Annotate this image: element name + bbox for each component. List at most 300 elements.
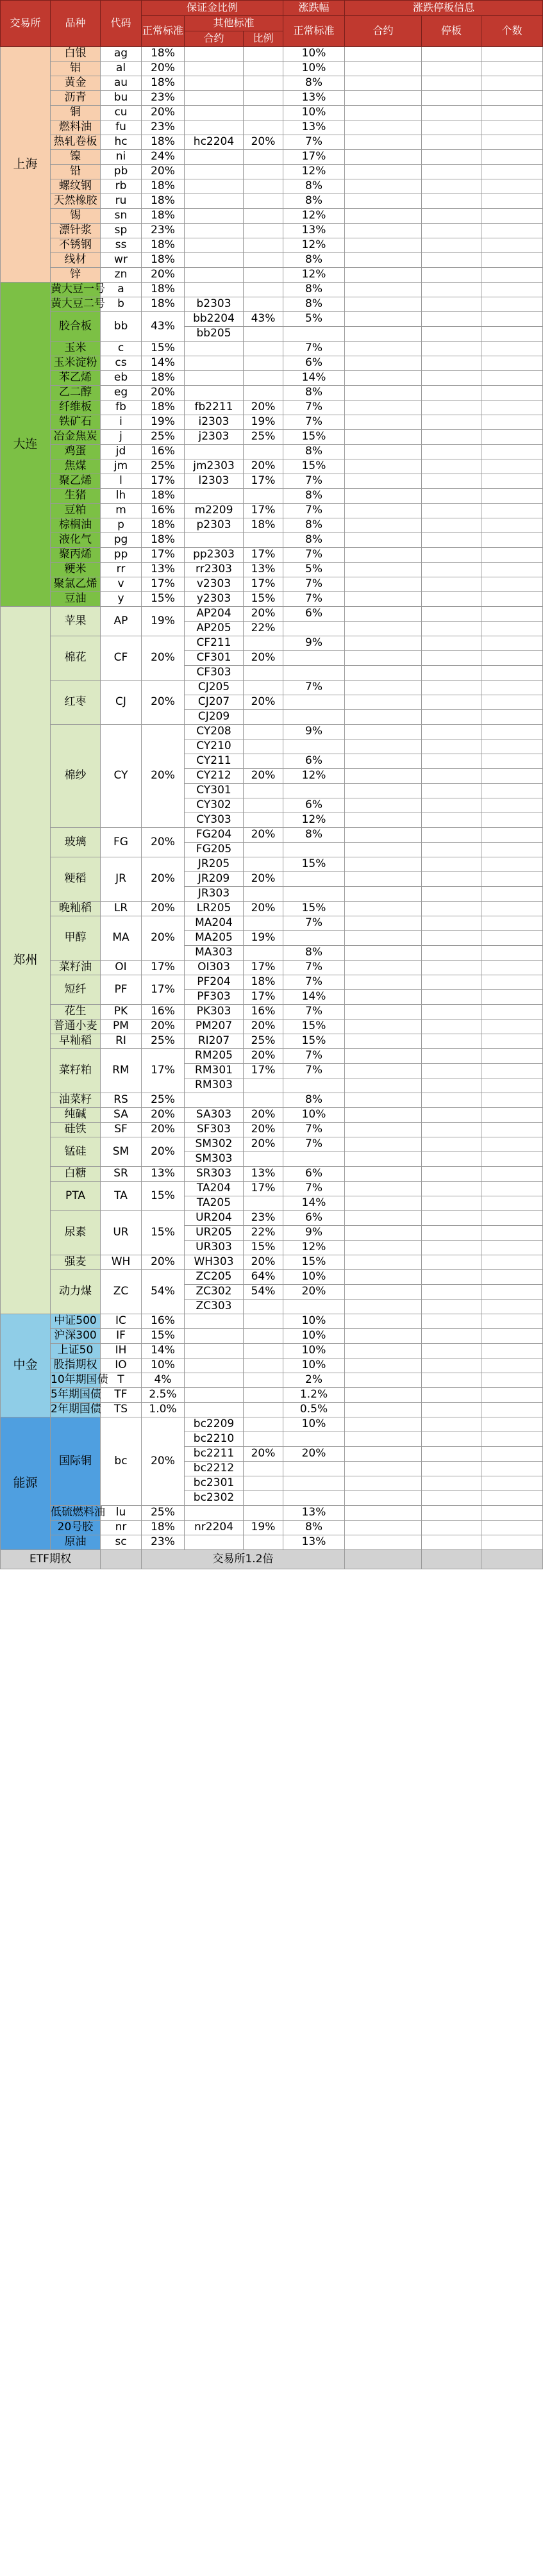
product-name: 锰硅: [51, 1137, 101, 1167]
product-code: SF: [101, 1123, 142, 1137]
limit-other: [283, 931, 345, 946]
stop-count: [481, 283, 543, 297]
other-contract: UR204: [185, 1211, 244, 1226]
other-contract: MA205: [185, 931, 244, 946]
margin-normal: 18%: [142, 400, 185, 415]
other-ratio: [244, 1078, 283, 1093]
stop-count: [481, 106, 543, 120]
other-ratio: [244, 1462, 283, 1476]
stop-board: [422, 813, 481, 828]
other-ratio: 19%: [244, 931, 283, 946]
limit-normal: 8%: [283, 76, 345, 91]
other-ratio: 20%: [244, 459, 283, 474]
stop-count: [481, 857, 543, 872]
stop-count: [481, 386, 543, 400]
product-code: pg: [101, 533, 142, 548]
stop-count: [481, 1005, 543, 1020]
limit-other: [283, 710, 345, 725]
margin-normal: 20%: [142, 106, 185, 120]
stop-contract: [345, 1417, 422, 1432]
other-ratio: 25%: [244, 430, 283, 445]
other-contract: SF303: [185, 1123, 244, 1137]
stop-contract: [345, 813, 422, 828]
other-ratio: [244, 1314, 283, 1329]
stop-contract: [345, 62, 422, 76]
stop-board: [422, 636, 481, 651]
limit-normal: 8%: [283, 1521, 345, 1535]
product-code: RI: [101, 1034, 142, 1049]
other-contract: CY301: [185, 784, 244, 798]
other-contract: PF303: [185, 990, 244, 1005]
limit-normal: 8%: [283, 489, 345, 504]
stop-count: [481, 1270, 543, 1285]
stop-contract: [345, 76, 422, 91]
stop-count: [481, 681, 543, 695]
stop-contract: [345, 695, 422, 710]
stop-contract: [345, 946, 422, 961]
header-stop-contract: 合约: [345, 16, 422, 47]
margin-normal: 25%: [142, 430, 185, 445]
stop-board: [422, 1196, 481, 1211]
product-code: fb: [101, 400, 142, 415]
other-ratio: 20%: [244, 872, 283, 887]
header-ratio: 比例: [244, 31, 283, 47]
other-ratio: 18%: [244, 518, 283, 533]
table-row: [1, 283, 543, 297]
stop-count: [481, 548, 543, 563]
stop-board: [422, 990, 481, 1005]
stop-count: [481, 1344, 543, 1358]
other-contract: [185, 209, 244, 224]
stop-count: [481, 1049, 543, 1064]
other-ratio: 20%: [244, 1255, 283, 1270]
limit-normal: 8%: [283, 253, 345, 268]
stop-contract: [345, 504, 422, 518]
product-code: c: [101, 342, 142, 356]
stop-count: [481, 1285, 543, 1300]
stop-contract: [345, 843, 422, 857]
stop-board: [422, 76, 481, 91]
other-contract: [185, 489, 244, 504]
stop-board: [422, 297, 481, 312]
product-name: 聚乙烯: [51, 474, 101, 489]
margin-normal: 18%: [142, 179, 185, 194]
stop-board: [422, 62, 481, 76]
product-code: cs: [101, 356, 142, 371]
limit-normal: 8%: [283, 297, 345, 312]
table-row: [1, 47, 543, 62]
stop-contract: [345, 857, 422, 872]
margin-normal: 15%: [142, 592, 185, 607]
stop-count: [481, 1432, 543, 1447]
table-row: [1, 400, 543, 415]
other-contract: PF204: [185, 975, 244, 990]
margin-normal: 20%: [142, 1108, 185, 1123]
other-contract: bc2212: [185, 1462, 244, 1476]
stop-board: [422, 1093, 481, 1108]
limit-other: 20%: [283, 1447, 345, 1462]
limit-normal: 7%: [283, 1049, 345, 1064]
other-ratio: [244, 754, 283, 769]
stop-count: [481, 754, 543, 769]
product-code: eb: [101, 371, 142, 386]
stop-count: [481, 636, 543, 651]
stop-count: [481, 990, 543, 1005]
other-ratio: [244, 194, 283, 209]
stop-contract: [345, 739, 422, 754]
product-name: 黄大豆一号: [51, 283, 101, 297]
stop-count: [481, 784, 543, 798]
margin-normal: 17%: [142, 961, 185, 975]
product-name: PTA: [51, 1182, 101, 1211]
stop-board: [422, 459, 481, 474]
stop-contract: [345, 636, 422, 651]
stop-count: [481, 1167, 543, 1182]
other-contract: j2303: [185, 430, 244, 445]
product-code: ru: [101, 194, 142, 209]
product-name: 铅: [51, 165, 101, 179]
other-ratio: 20%: [244, 135, 283, 150]
stop-board: [422, 739, 481, 754]
product-name: 白糖: [51, 1167, 101, 1182]
table-row: [1, 563, 543, 577]
header-code: 代码: [101, 1, 142, 47]
stop-board: [422, 1285, 481, 1300]
other-contract: [185, 62, 244, 76]
stop-board: [422, 371, 481, 386]
product-code: pb: [101, 165, 142, 179]
product-name: 强麦: [51, 1255, 101, 1270]
margin-normal: 18%: [142, 297, 185, 312]
stop-board: [422, 165, 481, 179]
limit-normal: 5%: [283, 312, 345, 327]
stop-board: [422, 253, 481, 268]
table-row: [1, 1329, 543, 1344]
product-code: UR: [101, 1211, 142, 1255]
stop-count: [481, 843, 543, 857]
table-row: [1, 386, 543, 400]
limit-other: 6%: [283, 754, 345, 769]
other-contract: bc2301: [185, 1476, 244, 1491]
stop-contract: [345, 710, 422, 725]
stop-contract: [345, 91, 422, 106]
other-ratio: [244, 916, 283, 931]
other-contract: [185, 150, 244, 165]
stop-board: [422, 415, 481, 430]
stop-contract: [345, 1403, 422, 1417]
other-contract: hc2204: [185, 135, 244, 150]
product-name: 棉纱: [51, 725, 101, 828]
other-contract: v2303: [185, 577, 244, 592]
stop-count: [481, 577, 543, 592]
product-name: 硅铁: [51, 1123, 101, 1137]
stop-board: [422, 356, 481, 371]
table-row: [1, 1388, 543, 1403]
stop-count: [481, 533, 543, 548]
product-name: 5年期国债: [51, 1388, 101, 1403]
product-code: hc: [101, 135, 142, 150]
other-ratio: 17%: [244, 504, 283, 518]
limit-other: 9%: [283, 1226, 345, 1241]
other-contract: [185, 268, 244, 283]
product-name: 菜籽油: [51, 961, 101, 975]
limit-other: [283, 1476, 345, 1491]
table-row: [1, 415, 543, 430]
margin-normal: 4%: [142, 1373, 185, 1388]
stop-board: [422, 474, 481, 489]
table-row: [1, 106, 543, 120]
other-contract: [185, 106, 244, 120]
other-contract: WH303: [185, 1255, 244, 1270]
limit-other: [283, 1491, 345, 1506]
stop-count: [481, 828, 543, 843]
table-row: [1, 1211, 543, 1226]
limit-other: [283, 843, 345, 857]
product-name: 液化气: [51, 533, 101, 548]
limit-normal: 5%: [283, 563, 345, 577]
stop-count: [481, 666, 543, 681]
stop-board: [422, 1020, 481, 1034]
stop-board: [422, 400, 481, 415]
product-code: lh: [101, 489, 142, 504]
stop-board: [422, 1123, 481, 1137]
limit-normal: 8%: [283, 179, 345, 194]
stop-contract: [345, 1373, 422, 1388]
other-contract: [185, 1535, 244, 1550]
other-contract: CY302: [185, 798, 244, 813]
stop-contract: [345, 1521, 422, 1535]
stop-board: [422, 120, 481, 135]
stop-contract: [345, 828, 422, 843]
stop-contract: [345, 1182, 422, 1196]
other-contract: [185, 165, 244, 179]
stop-count: [481, 1182, 543, 1196]
margin-normal: 15%: [142, 1329, 185, 1344]
stop-contract: [345, 548, 422, 563]
stop-board: [422, 1108, 481, 1123]
product-name: 红枣: [51, 681, 101, 725]
product-code: PF: [101, 975, 142, 1005]
stop-board: [422, 843, 481, 857]
other-ratio: [244, 843, 283, 857]
stop-board: [422, 342, 481, 356]
exchange-name: 郑州: [1, 607, 51, 1314]
product-name: 线材: [51, 253, 101, 268]
stop-count: [481, 135, 543, 150]
header-margin-normal: 正常标准: [142, 16, 185, 47]
product-name: 鸡蛋: [51, 445, 101, 459]
limit-normal: 13%: [283, 1535, 345, 1550]
stop-contract: [345, 120, 422, 135]
limit-normal: 15%: [283, 1020, 345, 1034]
other-contract: [185, 386, 244, 400]
stop-count: [481, 474, 543, 489]
product-name: 黄大豆二号: [51, 297, 101, 312]
stop-board: [422, 1034, 481, 1049]
other-contract: [185, 342, 244, 356]
stop-board: [422, 725, 481, 739]
stop-contract: [345, 1270, 422, 1285]
stop-board: [422, 1005, 481, 1020]
limit-other: 8%: [283, 946, 345, 961]
product-name: 花生: [51, 1005, 101, 1020]
stop-contract: [345, 1300, 422, 1314]
stop-count: [481, 268, 543, 283]
other-ratio: [244, 297, 283, 312]
limit-normal: 6%: [283, 356, 345, 371]
stop-count: [481, 1020, 543, 1034]
table-row: [1, 1535, 543, 1550]
stop-contract: [345, 784, 422, 798]
limit-other: [283, 1152, 345, 1167]
table-row: [1, 342, 543, 356]
stop-count: [481, 1137, 543, 1152]
table-row: [1, 430, 543, 445]
product-code: jm: [101, 459, 142, 474]
other-ratio: [244, 1432, 283, 1447]
table-row: [1, 489, 543, 504]
stop-contract: [345, 622, 422, 636]
stop-board: [422, 916, 481, 931]
stop-count: [481, 1064, 543, 1078]
stop-board: [422, 695, 481, 710]
stop-count: [481, 1417, 543, 1432]
limit-normal: 15%: [283, 1255, 345, 1270]
other-contract: CF211: [185, 636, 244, 651]
stop-count: [481, 1373, 543, 1388]
stop-count: [481, 769, 543, 784]
stop-contract: [345, 798, 422, 813]
product-code: lu: [101, 1506, 142, 1521]
other-ratio: 17%: [244, 577, 283, 592]
stop-contract: [345, 769, 422, 784]
stop-board: [422, 710, 481, 725]
other-ratio: [244, 710, 283, 725]
product-code: SA: [101, 1108, 142, 1123]
stop-contract: [345, 1344, 422, 1358]
stop-count: [481, 563, 543, 577]
stop-count: [481, 1196, 543, 1211]
stop-contract: [345, 681, 422, 695]
margin-normal: 20%: [142, 857, 185, 902]
stop-board: [422, 533, 481, 548]
stop-board: [422, 946, 481, 961]
limit-other: [283, 872, 345, 887]
margin-normal: 20%: [142, 916, 185, 961]
stop-board: [422, 769, 481, 784]
other-contract: bc2211: [185, 1447, 244, 1462]
stop-board: [422, 1270, 481, 1285]
other-ratio: 20%: [244, 607, 283, 622]
stop-contract: [345, 1447, 422, 1462]
product-code: au: [101, 76, 142, 91]
other-contract: [185, 91, 244, 106]
stop-contract: [345, 1152, 422, 1167]
product-code: sc: [101, 1535, 142, 1550]
limit-normal: 15%: [283, 1034, 345, 1049]
stop-count: [481, 150, 543, 165]
limit-normal: 7%: [283, 975, 345, 990]
margin-normal: 15%: [142, 1182, 185, 1211]
other-contract: FG205: [185, 843, 244, 857]
product-name: 螺纹钢: [51, 179, 101, 194]
stop-board: [422, 1226, 481, 1241]
margin-normal: 17%: [142, 975, 185, 1005]
table-row: [1, 1034, 543, 1049]
stop-count: [481, 400, 543, 415]
stop-count: [481, 607, 543, 622]
stop-board: [422, 1417, 481, 1432]
product-code: v: [101, 577, 142, 592]
other-contract: [185, 1506, 244, 1521]
limit-normal: 7%: [283, 415, 345, 430]
header-stop-count: 个数: [481, 16, 543, 47]
product-code: IO: [101, 1358, 142, 1373]
stop-board: [422, 47, 481, 62]
stop-board: [422, 179, 481, 194]
limit-normal: 10%: [283, 62, 345, 76]
stop-count: [481, 1108, 543, 1123]
product-code: b: [101, 297, 142, 312]
other-ratio: [244, 1196, 283, 1211]
stop-contract: [345, 224, 422, 238]
stop-contract: [345, 1476, 422, 1491]
stop-count: [481, 504, 543, 518]
other-contract: l2303: [185, 474, 244, 489]
product-name: 苯乙烯: [51, 371, 101, 386]
stop-board: [422, 1137, 481, 1152]
other-ratio: [244, 253, 283, 268]
other-ratio: [244, 1093, 283, 1108]
other-ratio: [244, 1152, 283, 1167]
table-row: [1, 961, 543, 975]
stop-count: [481, 356, 543, 371]
product-code: j: [101, 430, 142, 445]
product-name: 乙二醇: [51, 386, 101, 400]
stop-contract: [345, 297, 422, 312]
other-ratio: [244, 209, 283, 224]
stop-count: [481, 887, 543, 902]
margin-normal: 15%: [142, 1211, 185, 1255]
stop-count: [481, 62, 543, 76]
stop-contract: [345, 872, 422, 887]
product-code: bu: [101, 91, 142, 106]
limit-normal: 10%: [283, 106, 345, 120]
other-ratio: [244, 327, 283, 342]
product-name: 低硫燃料油: [51, 1506, 101, 1521]
limit-normal: 15%: [283, 902, 345, 916]
other-ratio: [244, 91, 283, 106]
margin-normal: 18%: [142, 371, 185, 386]
etf-stop-board: [422, 1550, 481, 1569]
margin-normal: 23%: [142, 120, 185, 135]
margin-normal: 13%: [142, 1167, 185, 1182]
limit-other: [283, 1300, 345, 1314]
other-contract: RM205: [185, 1049, 244, 1064]
stop-contract: [345, 253, 422, 268]
stop-board: [422, 1403, 481, 1417]
limit-normal: 10%: [283, 1270, 345, 1285]
stop-board: [422, 194, 481, 209]
stop-board: [422, 1358, 481, 1373]
table-row: [1, 253, 543, 268]
limit-normal: 14%: [283, 371, 345, 386]
table-row: [1, 474, 543, 489]
other-ratio: 19%: [244, 1521, 283, 1535]
stop-contract: [345, 563, 422, 577]
stop-contract: [345, 1285, 422, 1300]
stop-board: [422, 1506, 481, 1521]
